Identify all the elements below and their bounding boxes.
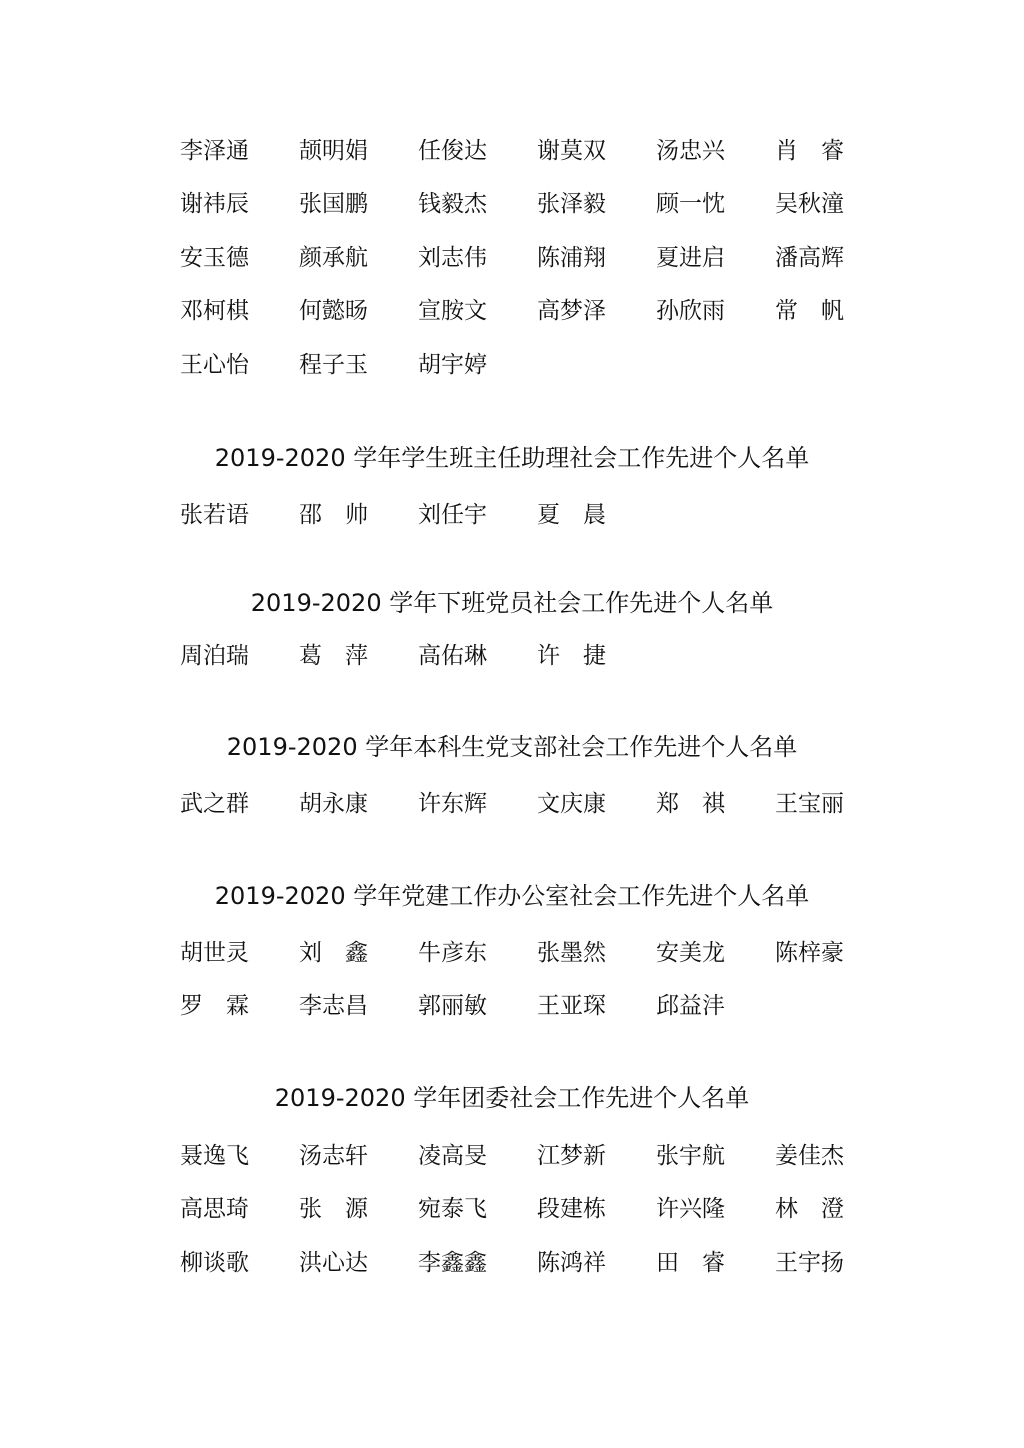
name-row [180,296,894,326]
name: 武之群 [180,791,249,817]
name: 谢莫双 [537,138,606,164]
name: 刘志伟 [418,245,487,271]
name: 肖 睿 [775,138,844,164]
name: 胡永康 [299,791,368,817]
section-heading: 2019-2020 学年党建工作办公室社会工作先进个人名单 [214,882,810,910]
name-row [180,136,894,166]
section-heading: 2019-2020 学年本科生党支部社会工作先进个人名单 [226,733,798,761]
name: 潘高辉 [775,245,844,271]
name: 孙欣雨 [656,298,725,324]
name-row [180,500,656,530]
name: 颉明娟 [299,138,368,164]
name: 张国鹏 [299,191,368,217]
name: 刘任宇 [418,502,487,528]
name: 顾一忱 [656,191,725,217]
section-heading: 2019-2020 学年团委社会工作先进个人名单 [274,1084,750,1112]
name: 高思琦 [180,1196,249,1222]
name: 宣胺文 [418,298,487,324]
name: 邓柯棋 [180,298,249,324]
name: 钱毅杰 [418,191,487,217]
name: 吴秋潼 [775,191,844,217]
name: 郑 祺 [656,791,725,817]
name: 王宇扬 [775,1250,844,1276]
name: 葛 萍 [299,643,368,669]
name: 张宇航 [656,1143,725,1169]
name: 宛泰飞 [418,1196,487,1222]
name: 陈鸿祥 [537,1250,606,1276]
name: 夏 晨 [537,502,606,528]
name: 谢祎辰 [180,191,249,217]
name: 郭丽敏 [418,993,487,1019]
name: 汤忠兴 [656,138,725,164]
name: 林 澄 [775,1196,844,1222]
name: 张若语 [180,502,249,528]
name: 何懿旸 [299,298,368,324]
name-row [180,789,894,819]
name: 江梦新 [537,1143,606,1169]
name: 程子玉 [299,352,368,378]
name: 洪心达 [299,1250,368,1276]
name: 张墨然 [537,940,606,966]
name: 邱益沣 [656,993,725,1019]
name: 聂逸飞 [180,1143,249,1169]
name: 许 捷 [537,643,606,669]
name: 高梦泽 [537,298,606,324]
name: 王亚琛 [537,993,606,1019]
name: 柳谈歌 [180,1250,249,1276]
name: 凌高旻 [418,1143,487,1169]
name-row [180,938,894,968]
name-row [180,243,894,273]
name: 安玉德 [180,245,249,271]
name: 王宝丽 [775,791,844,817]
name: 李鑫鑫 [418,1250,487,1276]
name: 许东辉 [418,791,487,817]
name: 王心怡 [180,352,249,378]
name: 汤志轩 [299,1143,368,1169]
name: 任俊达 [418,138,487,164]
name-row [180,189,894,219]
name: 文庆康 [537,791,606,817]
name: 陈梓豪 [775,940,844,966]
name-row [180,350,537,380]
name: 高佑琳 [418,643,487,669]
name: 胡世灵 [180,940,249,966]
name: 邵 帅 [299,502,368,528]
name: 常 帆 [775,298,844,324]
name-row [180,641,656,671]
name: 张泽毅 [537,191,606,217]
name: 周泊瑞 [180,643,249,669]
section-heading: 2019-2020 学年下班党员社会工作先进个人名单 [250,589,774,617]
name: 牛彦东 [418,940,487,966]
name: 李泽通 [180,138,249,164]
name-row [180,991,775,1021]
section-heading: 2019-2020 学年学生班主任助理社会工作先进个人名单 [214,444,810,472]
name: 田 睿 [656,1250,725,1276]
name: 刘 鑫 [299,940,368,966]
name: 陈浦翔 [537,245,606,271]
name-row [180,1194,894,1224]
name: 胡宇婷 [418,352,487,378]
name: 姜佳杰 [775,1143,844,1169]
name: 李志昌 [299,993,368,1019]
name: 颜承航 [299,245,368,271]
name: 段建栋 [537,1196,606,1222]
name: 夏进启 [656,245,725,271]
name: 罗 霖 [180,993,249,1019]
name-row [180,1141,894,1171]
name: 许兴隆 [656,1196,725,1222]
name: 张 源 [299,1196,368,1222]
name: 安美龙 [656,940,725,966]
name-row [180,1248,894,1278]
